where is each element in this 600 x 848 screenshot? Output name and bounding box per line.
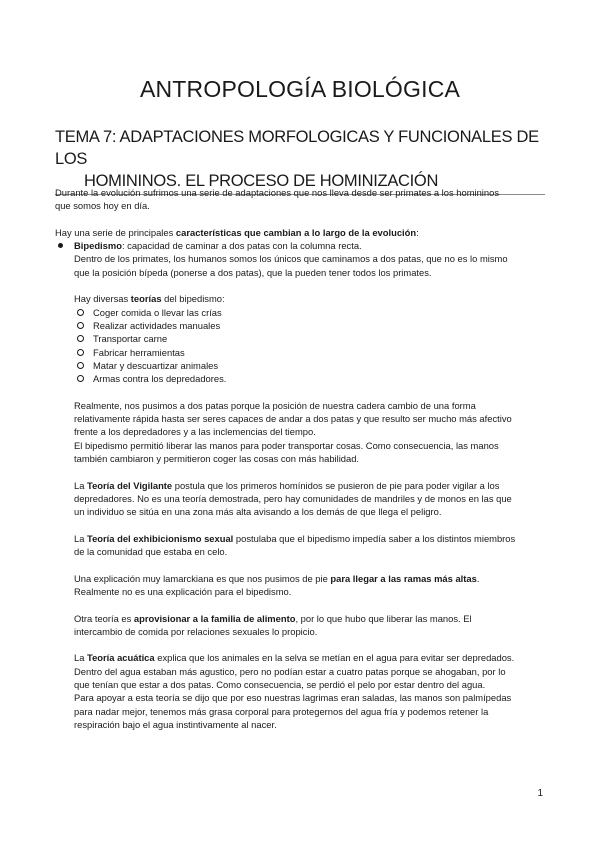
- section-heading: [55, 126, 545, 195]
- heading-line-1: TEMA 7: ADAPTACIONES MORFOLOGICAS Y FUNCIONALES DE LOS: [55, 128, 539, 168]
- text-line: que somos hoy en día.: [55, 200, 150, 212]
- paragraph-acuatica: [55, 651, 550, 731]
- paragraph-vigilante: [55, 479, 550, 519]
- list-item-text: Fabricar herramientas: [93, 346, 185, 358]
- bold-text: teorías: [130, 293, 162, 305]
- paragraph-alimento: [55, 612, 550, 639]
- page-number: 1: [537, 788, 543, 799]
- text-line: respiración bajo el agua instintivamente al nacer.: [74, 718, 277, 730]
- text-span: : capacidad de caminar a dos patas con la columna recta.: [121, 240, 362, 252]
- bold-text: Bipedismo: [74, 240, 122, 252]
- list-item: [55, 359, 550, 372]
- list-item: [55, 332, 550, 345]
- text-span: postulaba que el bipedismo impedía saber a los distintos miembros: [233, 532, 516, 544]
- list-item-text: Realizar actividades manuales: [93, 319, 221, 331]
- text-span: explica que los animales en la selva se metían en el agua para evitar ser depredados.: [154, 652, 515, 664]
- paragraph-realmente: [55, 399, 550, 465]
- text-line: un individuo se sitúa en una zona más alta avisando a los demás de que llega el peligro.: [74, 506, 442, 518]
- text-line: Para apoyar a esta teoría se dijo que por eso nuestras lagrimas eran saladas, las manos son palmípedas: [74, 692, 512, 704]
- paragraph-lamarckiana: [55, 572, 550, 599]
- text-span: La: [74, 479, 88, 491]
- text-span: Hay una serie de principales: [55, 226, 176, 238]
- text-line: de la comunidad que estaba en celo.: [74, 546, 228, 558]
- paragraph-exhibicionismo: [55, 532, 550, 559]
- theories-intro: [55, 292, 550, 305]
- circle-bullet-icon: [77, 375, 84, 382]
- text-line: depredadores. No es una teoría demostrada, pero hay comunidades de mandriles y de monos en las que: [74, 492, 512, 504]
- list-item: [55, 306, 550, 319]
- list-item-text: Transportar carne: [93, 333, 168, 345]
- list-item: [55, 372, 550, 385]
- bullet-item-bipedismo: [55, 239, 550, 279]
- circle-bullet-icon: [77, 309, 84, 316]
- bold-text: características que cambian a lo largo de la evolución: [175, 226, 417, 238]
- text-line: Durante la evolución sufrimos una serie de adaptaciones que nos lleva desde ser primates a los homininos: [55, 187, 500, 198]
- text-line: El bipedismo permitió liberar las manos para poder transportar cosas. Como consecuencia, las manos: [74, 439, 499, 451]
- bullet-icon: [58, 243, 63, 248]
- text-line: que tenían que estar a dos patas. Como consecuencia, se perdió el pelo por estar dentro del agua.: [74, 678, 486, 690]
- text-span: del bipedismo:: [161, 293, 225, 305]
- text-line: Realmente, nos pusimos a dos patas porque la posición de nuestra cadera cambio de una forma: [74, 399, 476, 411]
- circle-bullet-icon: [77, 349, 84, 356]
- circle-bullet-icon: [77, 362, 84, 369]
- text-line: relativamente rápida hasta ser seres capaces de andar a dos patas y que resulto ser mucho más afectivo: [74, 413, 512, 425]
- bold-text: para llegar a las ramas más altas: [330, 572, 477, 584]
- bold-text: Teoría del exhibicionismo sexual: [87, 532, 234, 544]
- text-span: , por lo que hubo que liberar las manos. El: [295, 612, 472, 624]
- text-span: Otra teoría es: [74, 612, 134, 624]
- text-line: Realmente no es una explicación para el bipedismo.: [74, 585, 292, 597]
- bold-text: Teoría acuática: [87, 652, 155, 664]
- circle-bullet-icon: [77, 335, 84, 342]
- text-span: La: [74, 652, 88, 664]
- text-span: Hay diversas: [74, 293, 131, 305]
- text-span: :: [416, 226, 419, 238]
- bold-text: Teoría del Vigilante: [87, 479, 173, 491]
- page-title: ANTROPOLOGÍA BIOLÓGICA: [139, 76, 461, 102]
- text-span: .: [476, 572, 480, 584]
- list-item-text: Coger comida o llevar las crías: [93, 306, 222, 318]
- list-item-text: Armas contra los depredadores.: [93, 373, 227, 385]
- text-line: Dentro del agua estaban más agustico, pero no podían estar a cuatro patas porque se ahogaban, por lo: [74, 665, 506, 677]
- list-item: [55, 346, 550, 359]
- characteristics-intro: [55, 226, 550, 239]
- heading-line-2: HOMININOS. EL PROCESO DE HOMINIZACIÓN: [84, 172, 439, 190]
- theories-list: [55, 306, 550, 386]
- text-line: Dentro de los primates, los humanos somos los únicos que caminamos a dos patas, que no es lo mismo: [74, 253, 508, 265]
- text-line: para nadar mejor, tenemos más grasa corporal para protegernos del agua fría y podemos retener la: [74, 705, 489, 717]
- text-line: también cambiaron y permitieron coger las cosas con más habilidad.: [74, 452, 360, 464]
- text-span: Una explicación muy lamarckiana es que nos pusimos de pie: [74, 572, 331, 584]
- document-body: [55, 186, 550, 731]
- text-line: frente a los depredadores y a las inclemencias del tiempo.: [74, 426, 316, 438]
- list-item: [55, 319, 550, 332]
- text-span: La: [74, 532, 88, 544]
- text-span: postula que los primeros homínidos se pusieron de pie para poder vigilar a los: [172, 479, 500, 491]
- intro-paragraph: [55, 186, 550, 213]
- circle-bullet-icon: [77, 322, 84, 329]
- text-line: que la posición bípeda (ponerse a dos patas), que la pueden tener todos los primates.: [74, 266, 432, 278]
- text-line: intercambio de comida por relaciones sexuales lo propicio.: [74, 625, 318, 637]
- bold-text: aprovisionar a la familia de alimento: [133, 612, 296, 624]
- list-item-text: Matar y descuartizar animales: [93, 359, 219, 371]
